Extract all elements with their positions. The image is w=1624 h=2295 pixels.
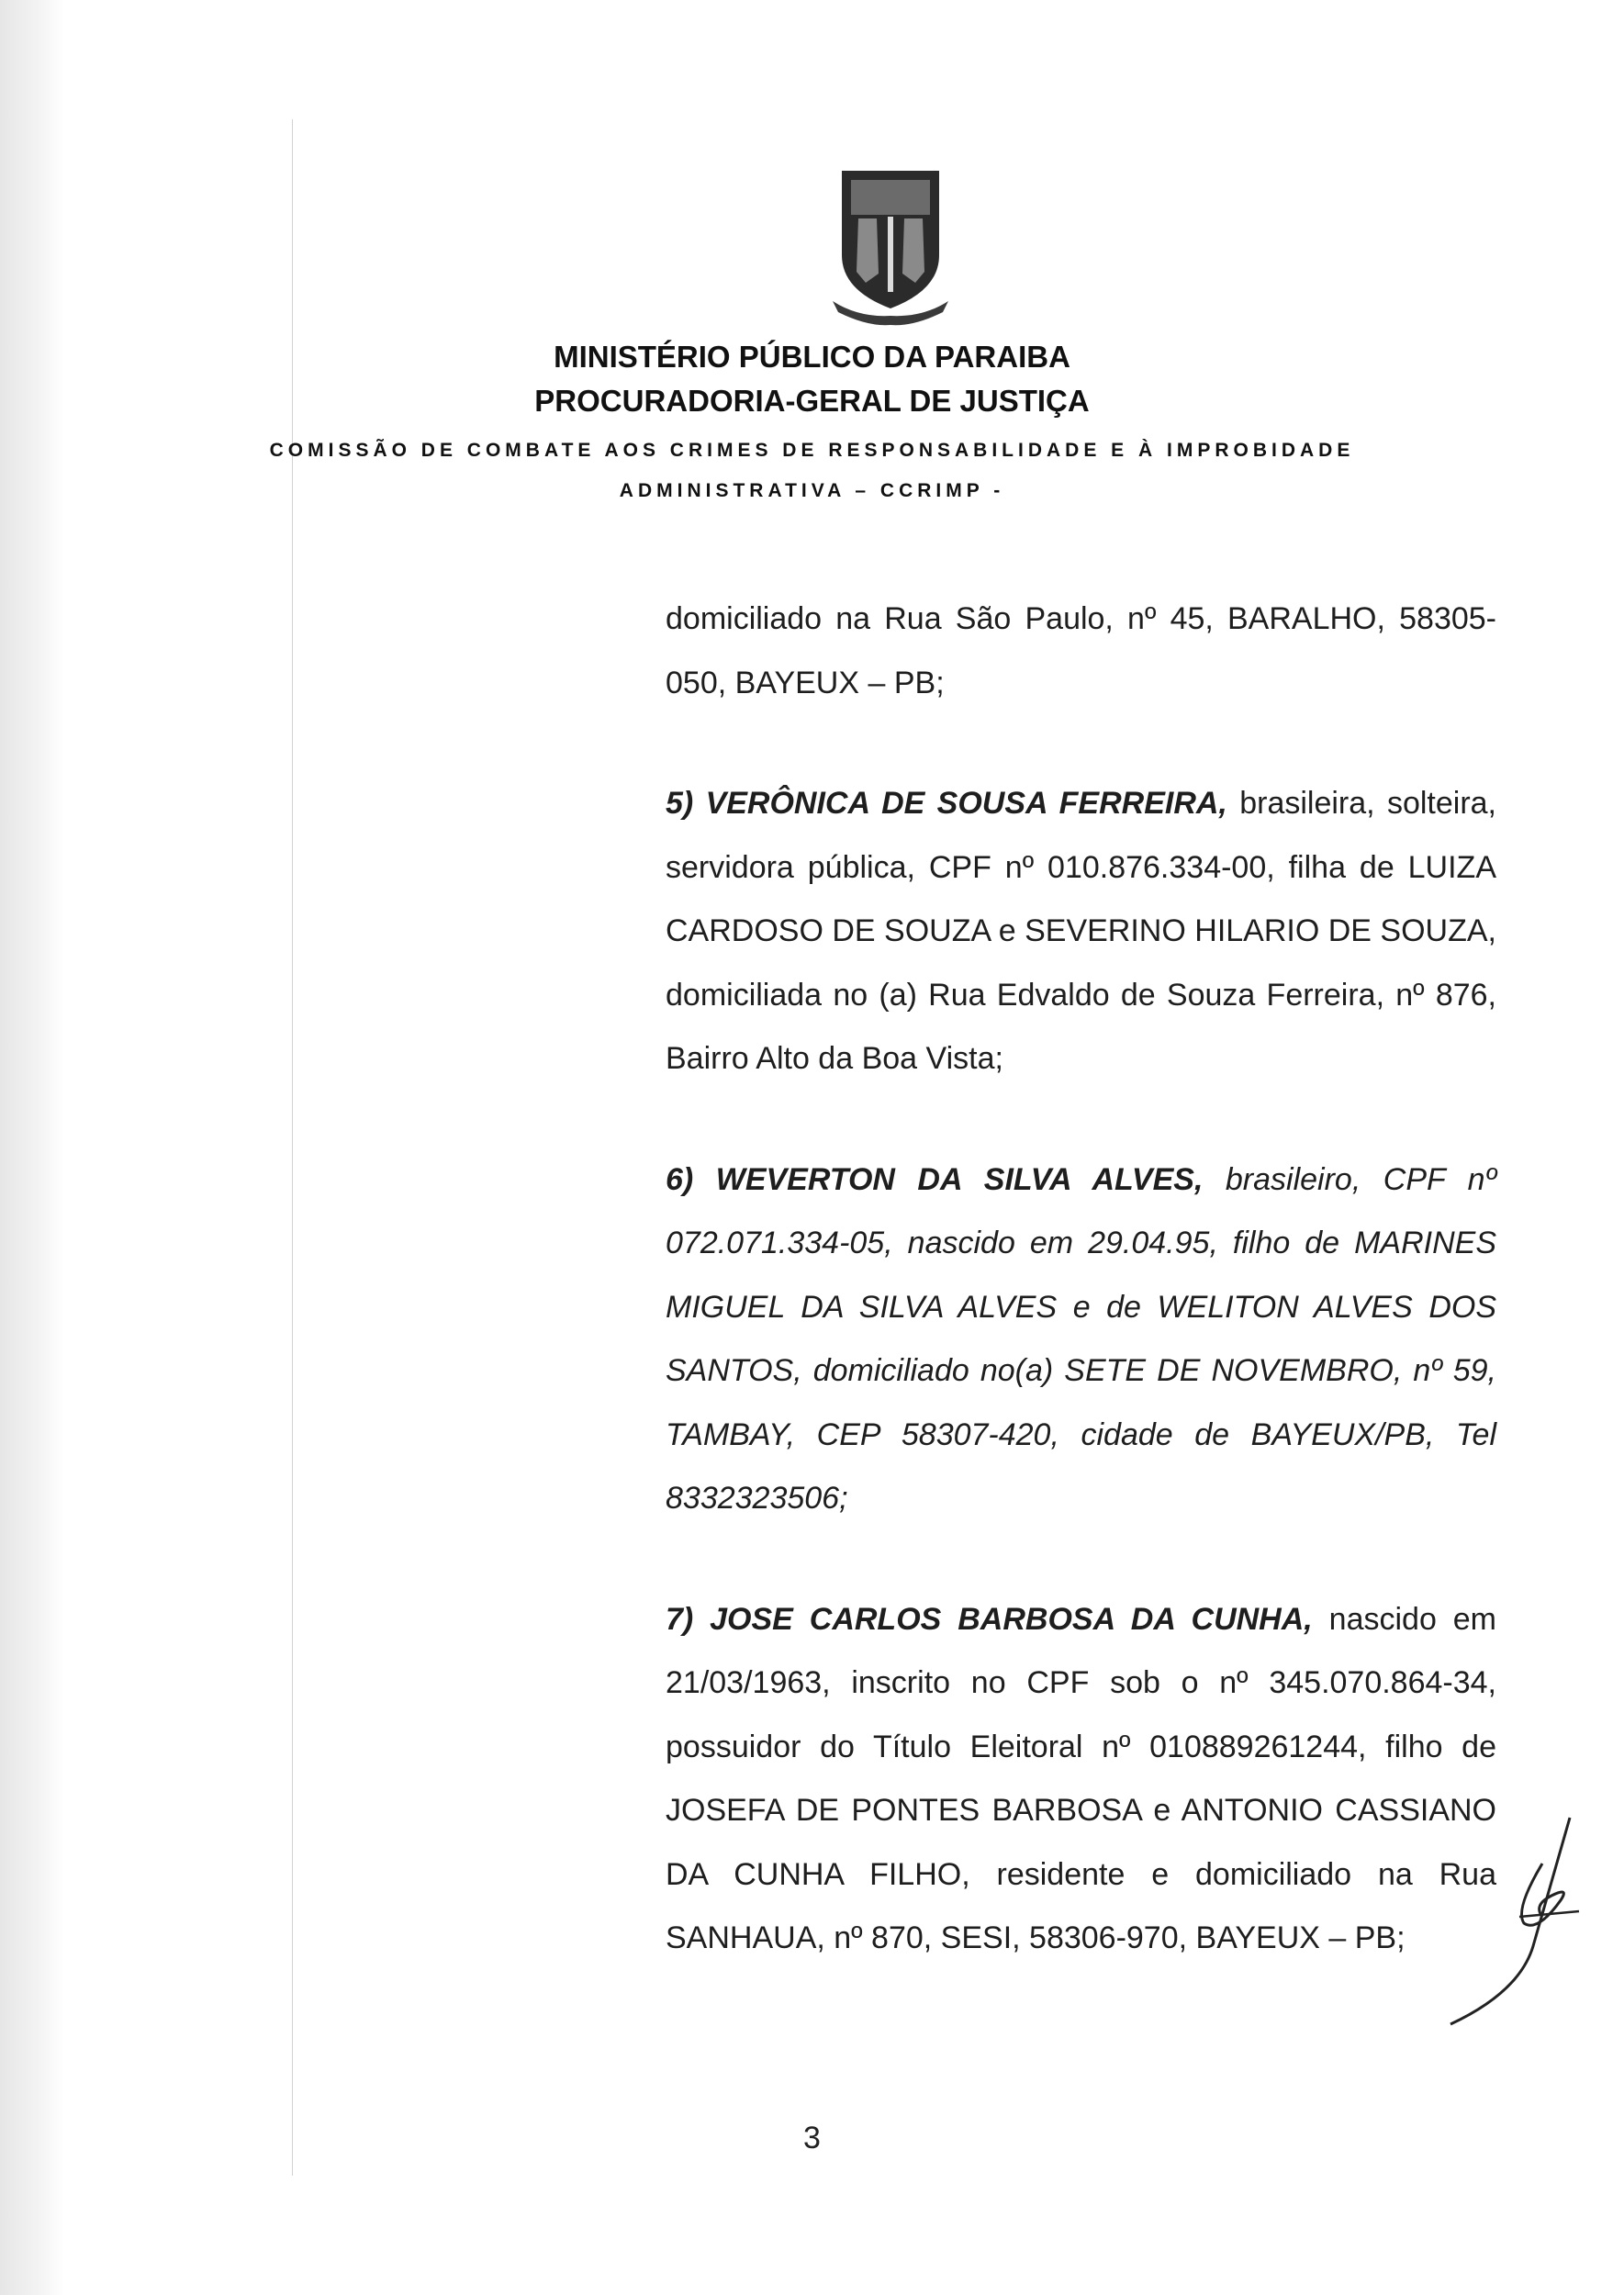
paragraph-text: brasileiro, CPF nº 072.071.334-05, nascido em 29.04.95, filho de MARINES MIGUEL DA SILVA ALVES e de WELITON ALVES DOS SANTOS, domiciliado no(a) SETE DE NOVEMBRO, nº 59, TAMBAY, CEP 58307-420, cidade de BAYEUX/PB, Tel 8332323506; [666,1161,1496,1516]
document-header [0,335,1624,511]
header-department: PROCURADORIA-GERAL DE JUSTIÇA [534,384,1090,418]
page-number: 3 [803,2121,821,2155]
defendant-name: 5) VERÔNICA DE SOUSA FERREIRA, [666,786,1227,821]
header-institution: MINISTÉRIO PÚBLICO DA PARAIBA [554,340,1070,374]
paragraph-defendant-5 [666,772,1496,1092]
handwritten-signature-icon [1432,1808,1588,2038]
paragraph-defendant-6 [666,1148,1496,1531]
document-body [666,588,1496,1971]
paragraph-text: nascido em 21/03/1963, inscrito no CPF sob o nº 345.070.864-34, possuidor do Título Eleitoral nº 010889261244, filho de JOSEFA DE PONTES BARBOSA e ANTONIO CASSIANO DA CUNHA FILHO, residente e domiciliado na Rua SANHAUA, nº 870, SESI, 58306-970, BAYEUX – PB; [666,1601,1496,1955]
header-commission-line2: ADMINISTRATIVA – CCRIMP - [619,480,1005,501]
paragraph-text: brasileira, solteira, servidora pública, CPF nº 010.876.334-00, filha de LUIZA CARDOSO DE SOUZA e SEVERINO HILARIO DE SOUZA, domiciliada no (a) Rua Edvaldo de Souza Ferreira, nº 876, Bairro Alto da Boa Vista; [666,786,1496,1076]
coat-of-arms-seal-icon [822,163,959,329]
paragraph-text: domiciliado na Rua São Paulo, nº 45, BARALHO, 58305-050, BAYEUX – PB; [666,601,1496,700]
header-commission-line1: COMISSÃO DE COMBATE AOS CRIMES DE RESPONSABILIDADE E À IMPROBIDADE [269,440,1355,461]
defendant-name: 7) JOSE CARLOS BARBOSA DA CUNHA, [666,1601,1313,1637]
defendant-name: 6) WEVERTON DA SILVA ALVES, [666,1161,1204,1197]
paragraph-defendant-7 [666,1588,1496,1971]
paragraph-address [666,588,1496,715]
